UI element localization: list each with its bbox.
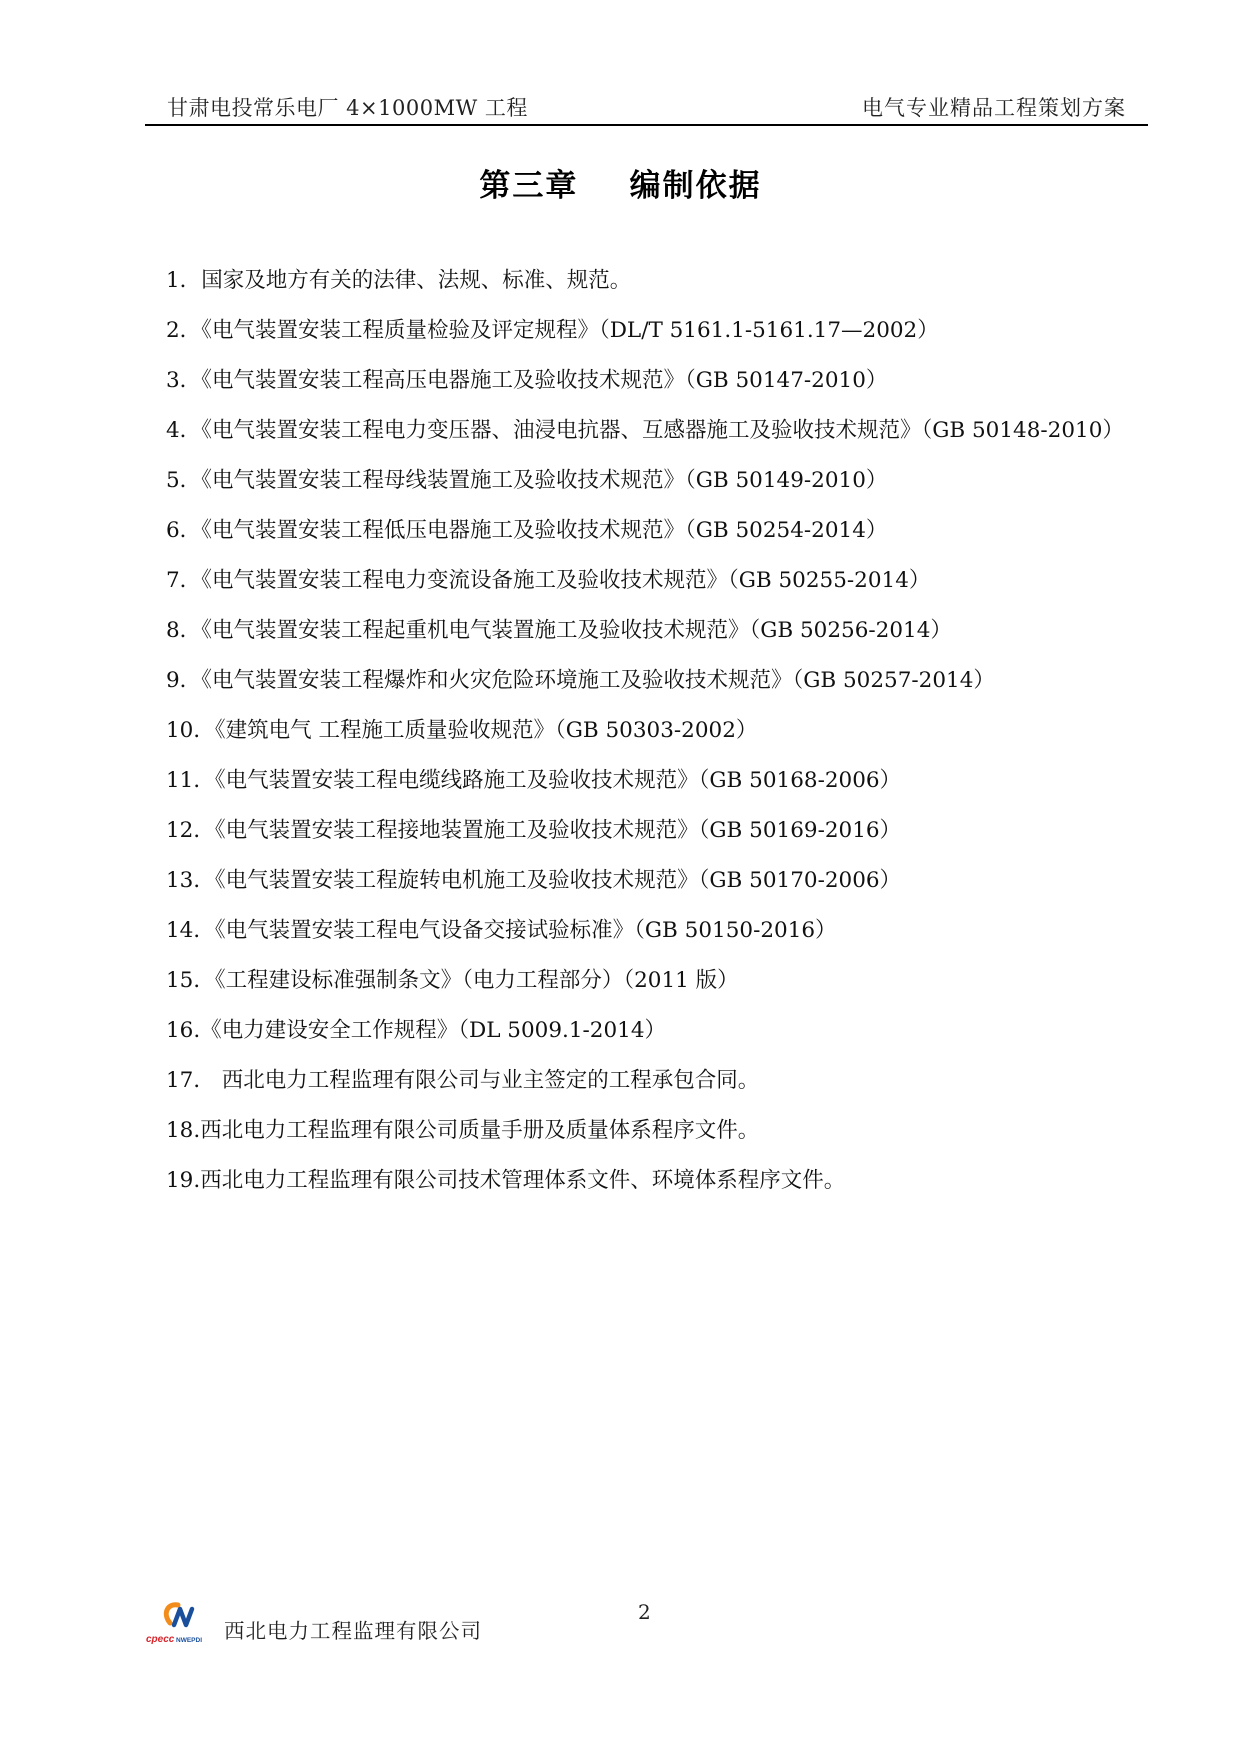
reference-list — [148, 256, 1148, 1206]
header-project-title: 甘肃电投常乐电厂 4×1000MW 工程 — [167, 96, 528, 120]
reference-item — [148, 706, 1148, 756]
reference-text: 《电气装置安装工程低压电器施工及验收技术规范》（GB 50254-2014） — [201, 518, 888, 543]
reference-number: 4． — [166, 418, 202, 443]
reference-item — [148, 256, 1148, 306]
page-header — [145, 88, 1148, 126]
reference-text: 《电气装置安装工程电力变压器、油浸电抗器、互感器施工及验收技术规范》（GB 50148-2010） — [201, 418, 1124, 443]
reference-number: 19. — [166, 1168, 201, 1193]
reference-text: 西北电力工程监理有限公司质量手册及质量体系程序文件。 — [200, 1118, 760, 1143]
reference-number: 1． — [166, 268, 202, 293]
reference-item — [148, 456, 1148, 506]
reference-number: 14． — [166, 918, 215, 943]
company-logo-icon — [146, 1597, 216, 1647]
reference-text: 国家及地方有关的法律、法规、标准、规范。 — [201, 268, 632, 293]
chapter-title: 第三章 编制依据 — [479, 168, 762, 204]
reference-item — [148, 406, 1148, 456]
reference-text: 《电气装置安装工程电气设备交接试验标准》（GB 50150-2016） — [214, 918, 837, 943]
reference-item — [148, 306, 1148, 356]
reference-number: 5． — [166, 468, 202, 493]
header-document-title: 电气专业精品工程策划方案 — [862, 96, 1126, 120]
page-number: 2 — [638, 1600, 651, 1624]
reference-item — [148, 656, 1148, 706]
reference-number: 12． — [166, 818, 215, 843]
reference-text: 《电气装置安装工程质量检验及评定规程》（DL/T 5161.1-5161.17—2002） — [201, 318, 939, 343]
logo-blue-mark — [174, 1609, 192, 1625]
reference-text: 《电气装置安装工程电缆线路施工及验收技术规范》（GB 50168-2006） — [214, 768, 902, 793]
logo-nwepdi-text: NWEPDI — [176, 1637, 202, 1644]
reference-number: 9． — [166, 668, 202, 693]
logo-cpecc-text: cpecc — [146, 1634, 175, 1645]
reference-item — [148, 556, 1148, 606]
reference-number: 8． — [166, 618, 202, 643]
reference-item — [148, 856, 1148, 906]
reference-number: 10． — [166, 718, 215, 743]
reference-number: 7． — [166, 568, 202, 593]
reference-text: 《电气装置安装工程爆炸和火灾危险环境施工及验收技术规范》（GB 50257-2014） — [201, 668, 995, 693]
reference-item — [148, 1156, 1148, 1206]
reference-number: 15． — [166, 968, 215, 993]
reference-item — [148, 1056, 1148, 1106]
reference-number: 13． — [166, 868, 215, 893]
reference-item — [148, 1006, 1148, 1056]
reference-number: 3． — [166, 368, 202, 393]
reference-text: 西北电力工程监理有限公司与业主签定的工程承包合同。 — [214, 1068, 760, 1093]
company-logo — [146, 1597, 216, 1647]
reference-text: 西北电力工程监理有限公司技术管理体系文件、环境体系程序文件。 — [200, 1168, 846, 1193]
reference-text: 《电气装置安装工程接地装置施工及验收技术规范》（GB 50169-2016） — [214, 818, 902, 843]
reference-text: 《电气装置安装工程母线装置施工及验收技术规范》（GB 50149-2010） — [201, 468, 888, 493]
footer-company-name: 西北电力工程监理有限公司 — [224, 1619, 482, 1643]
reference-text: 《电气装置安装工程起重机电气装置施工及验收技术规范》（GB 50256-2014） — [201, 618, 952, 643]
reference-text: 《建筑电气 工程施工质量验收规范》（GB 50303-2002） — [214, 718, 758, 743]
reference-item — [148, 1106, 1148, 1156]
reference-item — [148, 606, 1148, 656]
reference-number: 6． — [166, 518, 202, 543]
reference-text: 《电气装置安装工程高压电器施工及验收技术规范》（GB 50147-2010） — [201, 368, 888, 393]
reference-number: 17． — [166, 1068, 215, 1093]
reference-text: 《电力建设安全工作规程》（DL 5009.1-2014） — [200, 1018, 667, 1043]
reference-item — [148, 756, 1148, 806]
reference-item — [148, 506, 1148, 556]
reference-number: 11． — [166, 768, 215, 793]
reference-item — [148, 356, 1148, 406]
reference-text: 《电气装置安装工程旋转电机施工及验收技术规范》（GB 50170-2006） — [214, 868, 902, 893]
reference-item — [148, 906, 1148, 956]
reference-number: 18. — [166, 1118, 201, 1143]
reference-number: 2． — [166, 318, 202, 343]
reference-text: 《电气装置安装工程电力变流设备施工及验收技术规范》（GB 50255-2014） — [201, 568, 931, 593]
reference-text: 《工程建设标准强制条文》（电力工程部分）（2011 版） — [214, 968, 739, 993]
reference-item — [148, 806, 1148, 856]
reference-number: 16. — [166, 1018, 201, 1043]
reference-item — [148, 956, 1148, 1006]
